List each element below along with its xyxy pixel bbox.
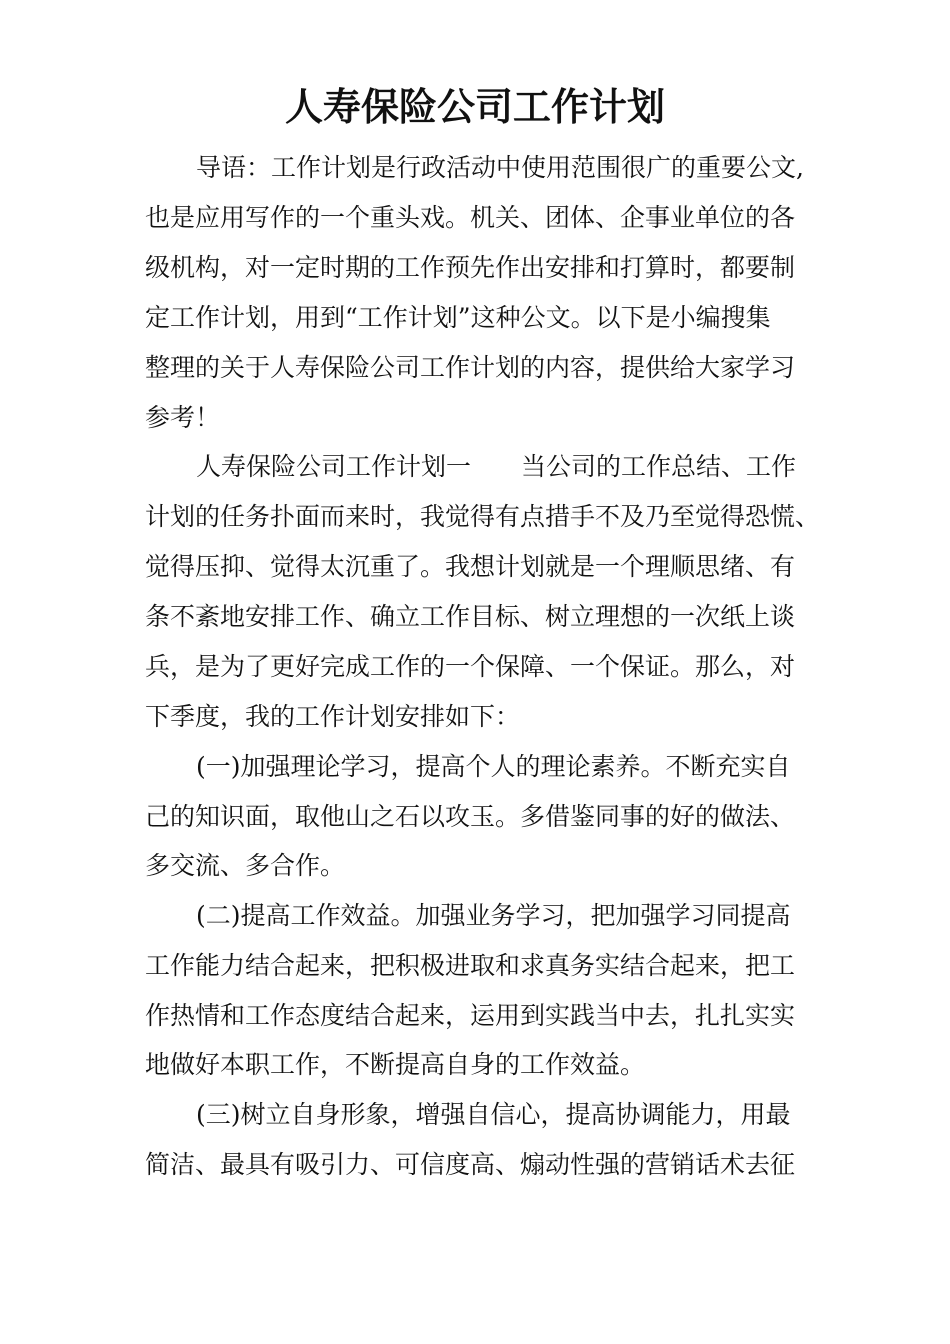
paragraph-line: (一)加强理论学习，提高个人的理论素养。不断充实自: [196, 752, 791, 781]
paragraph-line: 多交流、多合作。: [145, 851, 346, 880]
paragraph-line: 下季度，我的工作计划安排如下：: [145, 702, 521, 731]
paragraph-line: 工作能力结合起来，把积极进取和求真务实结合起来，把工: [145, 951, 796, 980]
paragraph-line: 级机构，对一定时期的工作预先作出安排和打算时，都要制: [145, 253, 796, 282]
paragraph-line: 整理的关于人寿保险公司工作计划的内容，提供给大家学习: [145, 353, 796, 382]
paragraph-line: 也是应用写作的一个重头戏。机关、团体、企事业单位的各: [145, 203, 796, 232]
paragraph-line: 己的知识面，取他山之石以攻玉。多借鉴同事的好的做法、: [145, 802, 796, 831]
paragraph-line: 计划的任务扑面而来时，我觉得有点措手不及乃至觉得恐慌、: [145, 502, 821, 531]
paragraph-line: 导语：工作计划是行政活动中使用范围很广的重要公文,: [196, 153, 804, 182]
paragraph-line: 定工作计划，用到“工作计划”这种公文。以下是小编搜集: [145, 303, 771, 332]
paragraph-line: 兵，是为了更好完成工作的一个保障、一个保证。那么，对: [145, 652, 796, 681]
paragraph-line: 觉得压抑、觉得太沉重了。我想计划就是一个理顺思绪、有: [145, 552, 796, 581]
paragraph-line: 人寿保险公司工作计划一 当公司的工作总结、工作: [196, 452, 797, 481]
paragraph-line: 作热情和工作态度结合起来，运用到实践当中去，扎扎实实: [145, 1001, 796, 1030]
paragraph-line: 条不紊地安排工作、确立工作目标、树立理想的一次纸上谈: [145, 602, 796, 631]
paragraph-line: (三)树立自身形象，增强自信心，提高协调能力，用最: [196, 1100, 791, 1129]
paragraph-line: 简洁、最具有吸引力、可信度高、煽动性强的营销话术去征: [145, 1150, 796, 1179]
paragraph-line: 地做好本职工作，不断提高自身的工作效益。: [145, 1050, 646, 1079]
paragraph-line: 参考！: [145, 403, 221, 432]
document-title: 人寿保险公司工作计划: [284, 84, 665, 129]
paragraph-line: (二)提高工作效益。加强业务学习，把加强学习同提高: [196, 901, 791, 930]
